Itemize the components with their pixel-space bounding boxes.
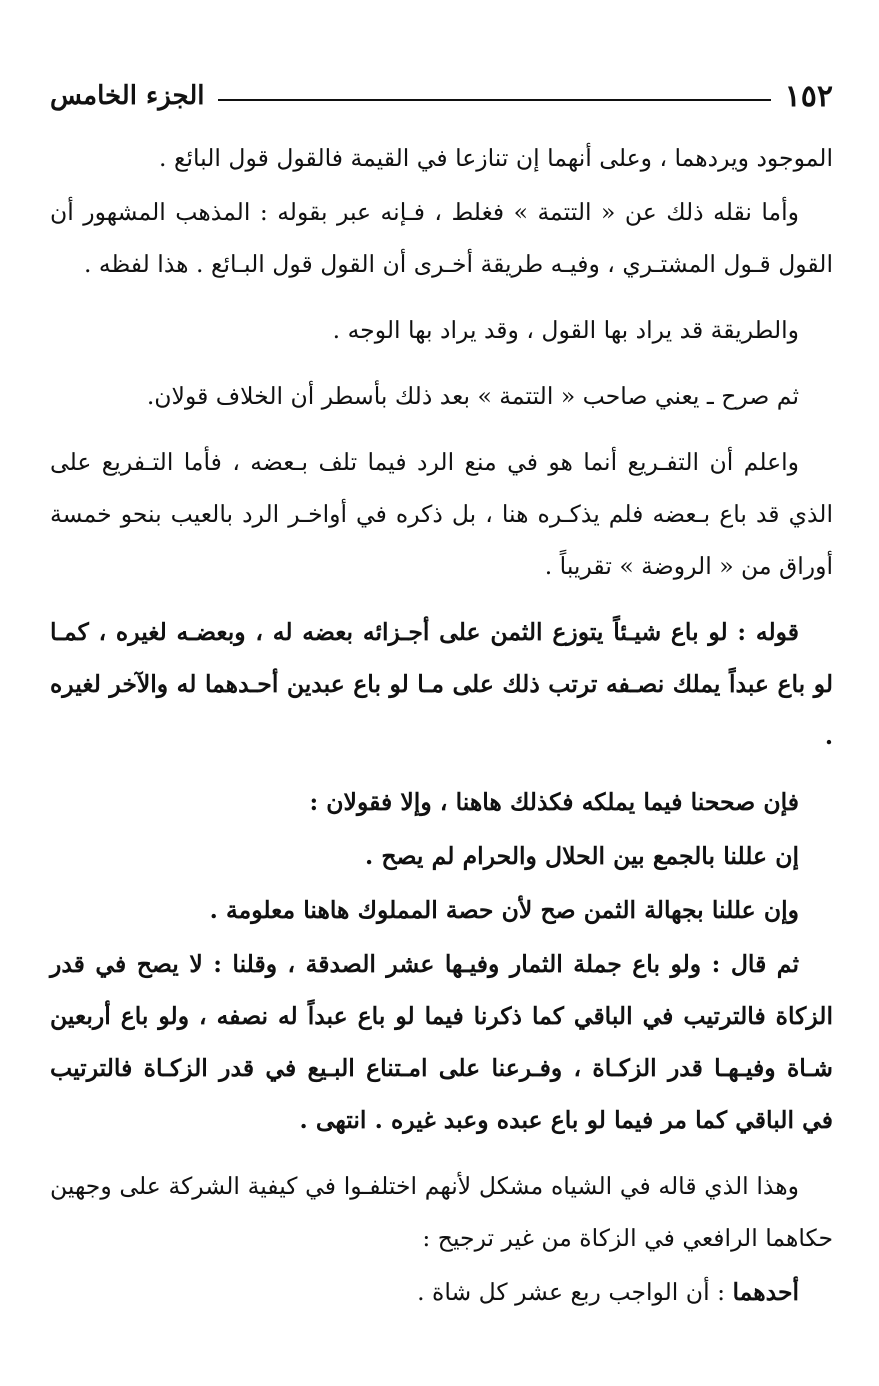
paragraph-3: والطريقة قد يراد بها القول ، وقد يراد بها الوجه . (332, 316, 799, 344)
paragraph-1: الموجود ويردهما ، وعلى أنهما إن تنازعا في القيمة فالقول قول البائع . (159, 144, 833, 172)
paragraph-5: واعلم أن التفـريع أنما هو في منع الرد فيما تلف بـعضه ، فأما التـفريع على الذي قد باع بـعضه فلم يذكـره هنا ، بل ذكره في أواخـر الرد بالعيب بنحو خمسة أوراق من « الروضة » تقريباً . (50, 448, 833, 580)
paragraph-4: ثم صرح ـ يعني صاحب « التتمة » بعد ذلك بأسطر أن الخلاف قولان. (146, 382, 799, 410)
paragraph-8: إن عللنا بالجمع بين الحلال والحرام لم يصح . (365, 842, 799, 870)
page-body (50, 132, 833, 1318)
paragraph-7: فإن صححنا فيما يملكه فكذلك هاهنا ، وإلا فقولان : (309, 788, 799, 816)
paragraph-12-rest: : أن الواجب ربع عشر كل شاة . (417, 1278, 733, 1306)
paragraph-9: وإن عللنا بجهالة الثمن صح لأن حصة المملوك هاهنا معلومة . (209, 896, 799, 924)
page-header (50, 68, 833, 124)
paragraph-6: قوله : لو باع شيـئاً يتوزع الثمن على أجـزائه بعضه له ، وبعضـه لغيره ، كمـا لو باع عبداً يملك نصـفه ترتب ذلك على مـا لو باع عبدين أحـدهما له والآخر لغيره . (50, 618, 833, 750)
paragraph-10: ثم قال : ولو باع جملة الثمار وفيـها عشر الصدقة ، وقلنا : لا يصح في قدر الزكاة فالترتيب في الباقي كما ذكرنا فيما لو باع عبداً له نصفه ، ولو باع أربعين شـاة وفيـهـا قدر الزكـاة ، وفـرعنا على امـتناع البـيع في قدر الزكـاة فالترتيب في الباقي كما مر فيما لو باع عبده وعبد غيره . انتهى . (50, 950, 833, 1134)
paragraph-12 (50, 1266, 833, 1318)
paragraph-11: وهذا الذي قاله في الشياه مشكل لأنهم اختلفـوا في كيفية الشركة على وجهين حكاهما الرافعي في الزكاة من غير ترجيح : (50, 1172, 833, 1252)
page-number: ١٥٢ (784, 78, 833, 114)
paragraph-12-lead: أحدهما (732, 1278, 799, 1306)
header-rule (218, 99, 770, 101)
paragraph-2: وأما نقله ذلك عن « التتمة » فغلط ، فـإنه عبر بقوله : المذهب المشهور أن القول قـول المشتـري ، وفيـه طريقة أخـرى أن القول قول البـائع . هذا لفظه . (50, 198, 833, 278)
volume-title: الجزء الخامس (50, 81, 205, 111)
